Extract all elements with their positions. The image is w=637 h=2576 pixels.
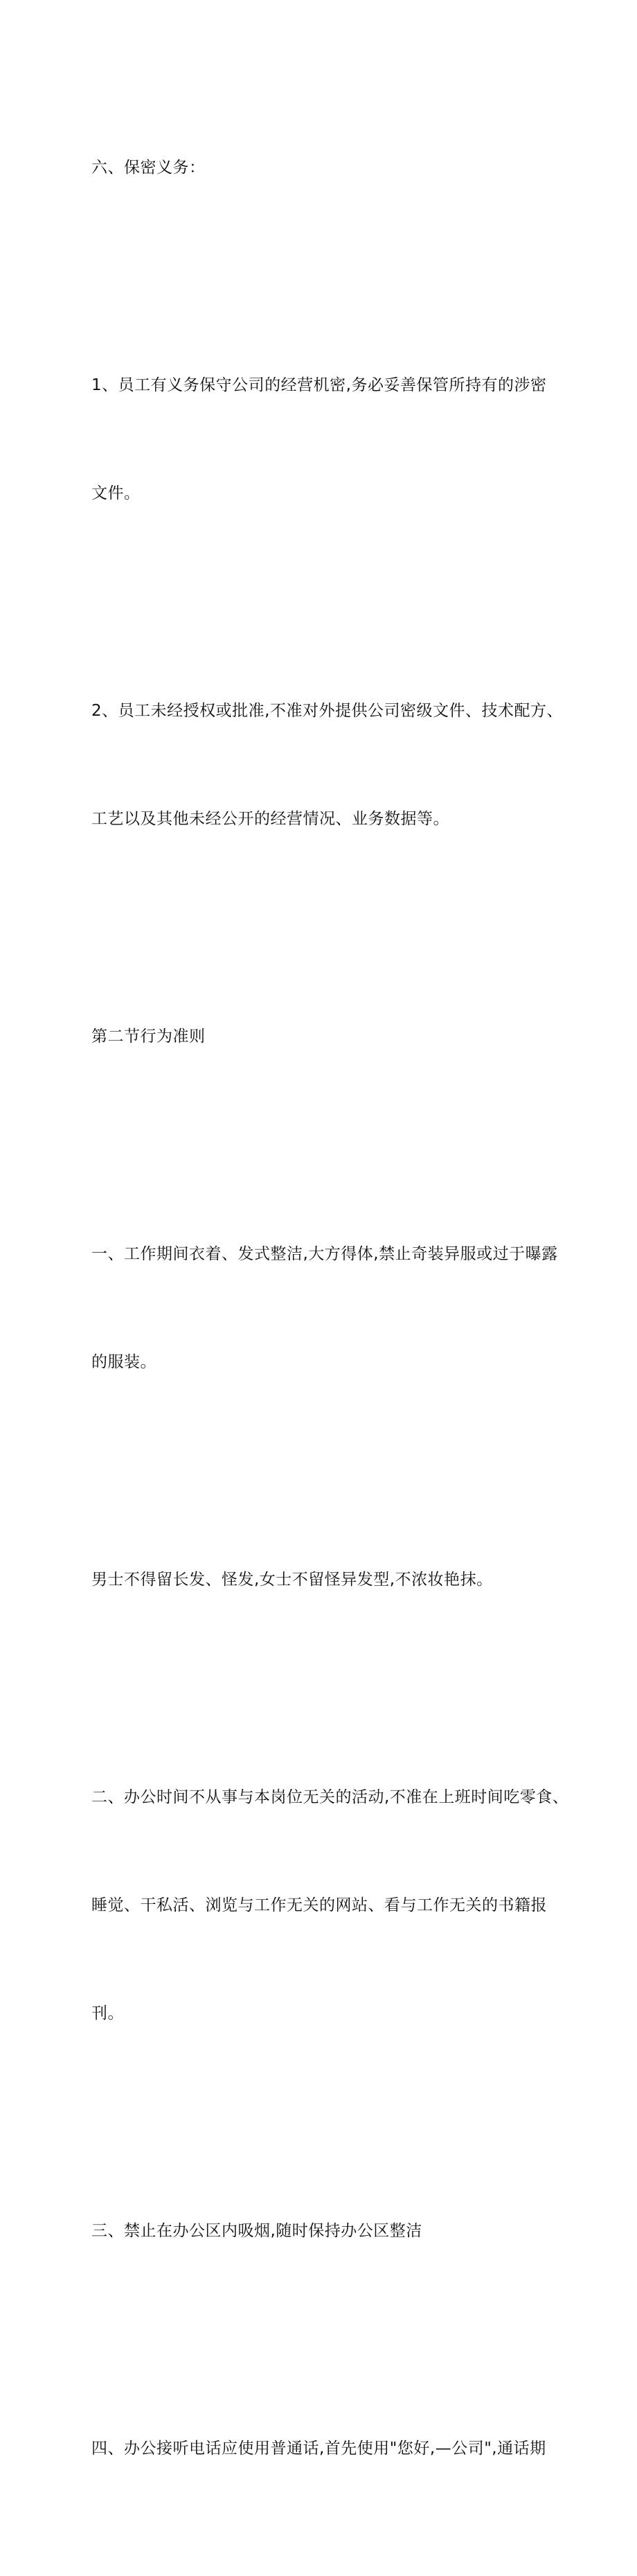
paragraph-rule-4	[91, 2358, 576, 2539]
paragraph-rule-1-detail	[91, 1490, 576, 1670]
paragraph-rule-1	[91, 1164, 576, 1452]
text-line: 四、办公接听电话应使用普通话,首先使用"您好,—公司",通话期	[91, 2440, 546, 2458]
text-line: 刊。	[91, 2004, 124, 2022]
text-line: 睡觉、干私活、浏览与工作无关的网站、看与工作无关的书籍报	[91, 1896, 547, 1914]
document-body	[91, 78, 576, 2576]
text-line: 文件。	[91, 484, 141, 502]
text-line: 六、保密义务：	[91, 159, 206, 177]
text-line: 三、禁止在办公区内吸烟,随时保持办公区整洁	[91, 2222, 422, 2240]
text-line: 男士不得留长发、怪发,女士不留怪异发型,不浓妆艳抹。	[91, 1571, 493, 1589]
text-line: 1、员工有义务保守公司的经营机密,务必妥善保管所持有的涉密	[91, 376, 547, 394]
text-line: 的服装。	[91, 1353, 156, 1371]
section-heading-confidentiality	[91, 78, 576, 258]
paragraph-item-1	[91, 295, 576, 583]
text-line: 二、办公时间不从事与本岗位无关的活动,不准在上班时间吃零食、	[91, 1788, 569, 1806]
text-line: 2、员工未经授权或批准,不准对外提供公司密级文件、技术配方、	[91, 702, 563, 720]
paragraph-item-2	[91, 621, 576, 909]
paragraph-rule-3	[91, 2141, 576, 2321]
text-line: 工艺以及其他未经公开的经营情况、业务数据等。	[91, 810, 449, 828]
text-line: 一、工作期间衣着、发式整洁,大方得体,禁止奇装异服或过于曝露	[91, 1245, 558, 1263]
text-line: 第二节行为准则	[91, 1027, 206, 1046]
paragraph-rule-2	[91, 1707, 576, 2103]
section-heading-conduct	[91, 946, 576, 1127]
